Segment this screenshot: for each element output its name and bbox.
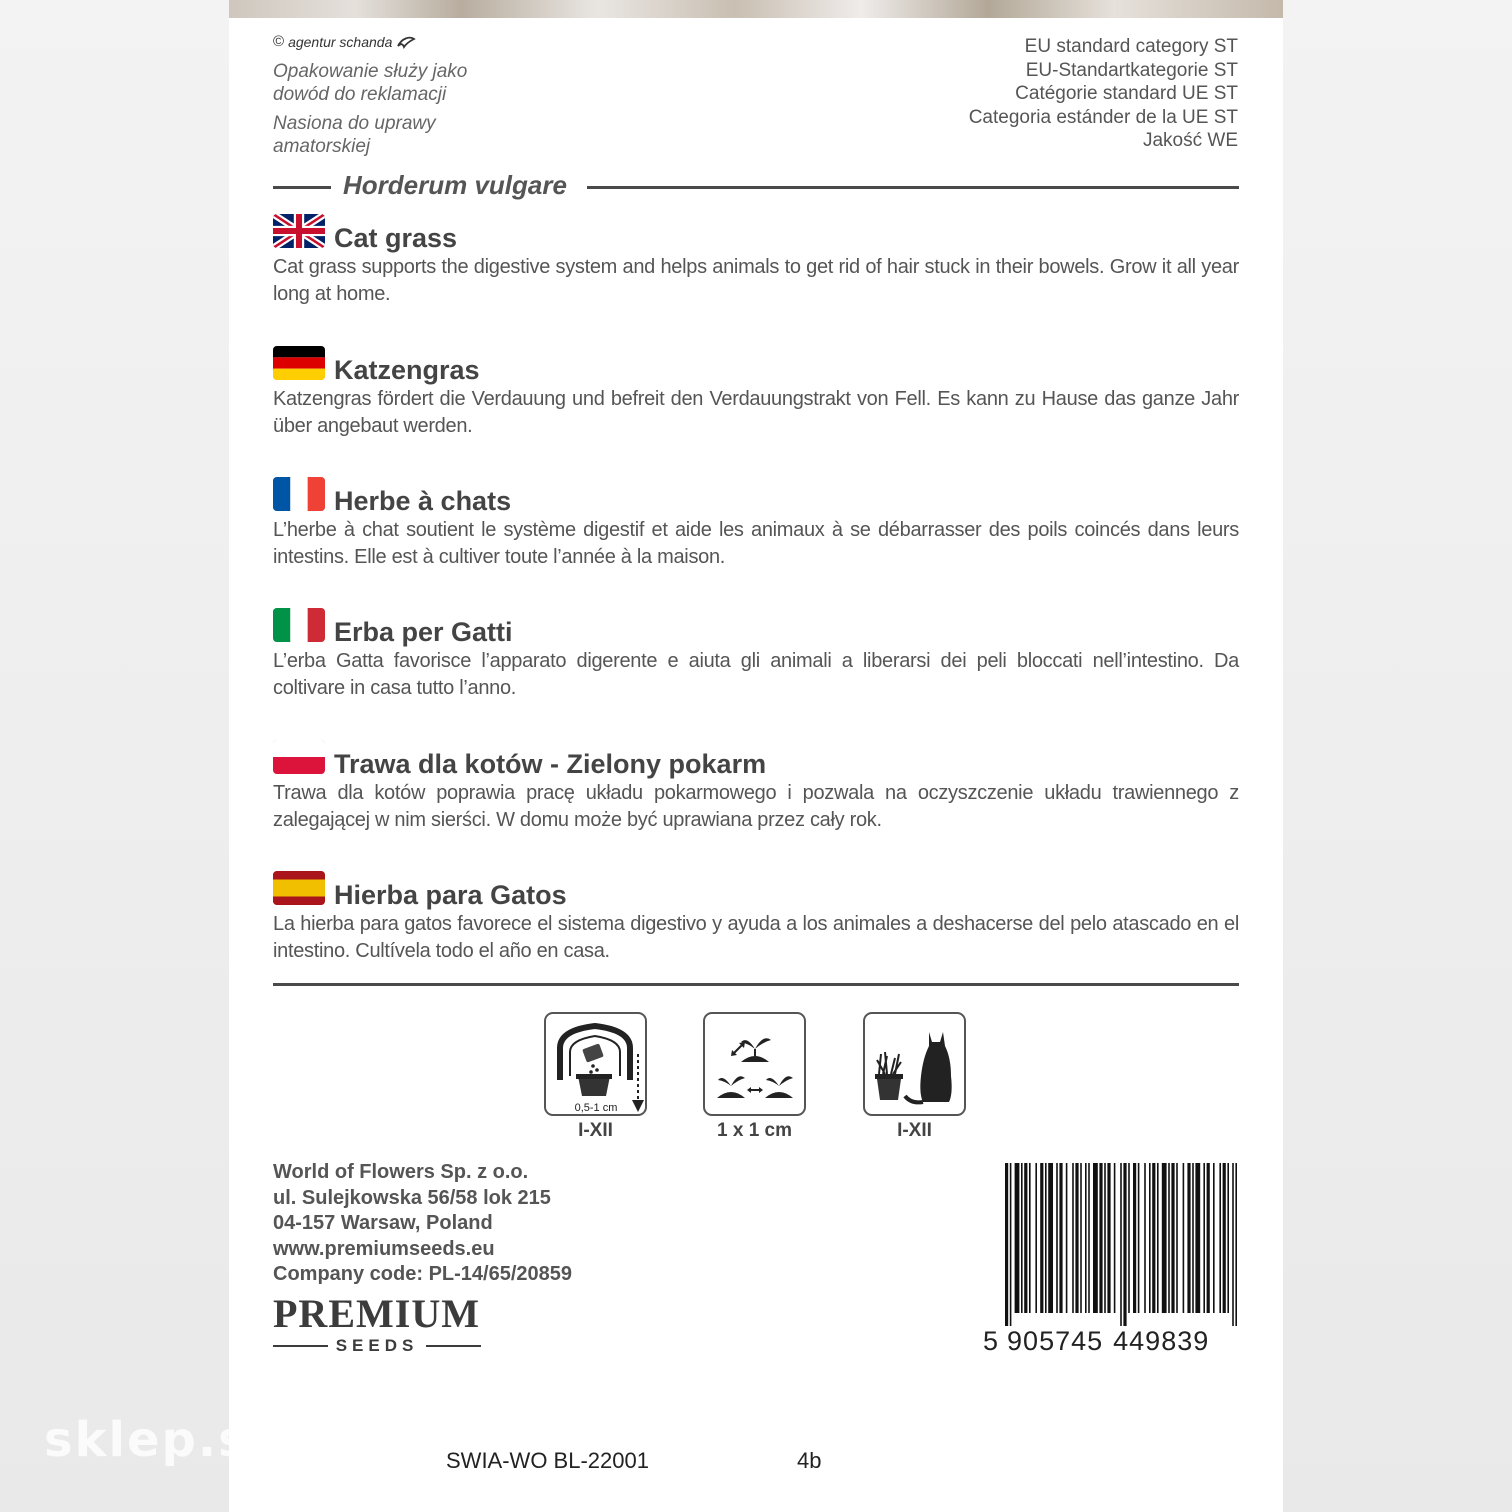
depth-text: 0,5-1 cm [574, 1102, 618, 1114]
barcode-bar [1171, 1163, 1174, 1313]
france-flag-icon [273, 477, 325, 511]
icon-label: 1 x 1 cm [717, 1120, 792, 1141]
uk-flag-icon [273, 214, 325, 248]
watermark: sklep.sw [44, 1412, 296, 1468]
company-info [273, 1160, 572, 1288]
company-city: 04-157 Warsaw, Poland [273, 1212, 493, 1234]
section-title: Katzengras [334, 355, 480, 385]
barcode-bar [1104, 1163, 1106, 1313]
barcode-first-digit: 5 [983, 1326, 1000, 1356]
barcode-bar [1128, 1163, 1130, 1313]
germany-flag-icon [273, 346, 325, 380]
barcode-bar [1219, 1163, 1221, 1313]
barcode-bar [1015, 1163, 1020, 1313]
barcode-bar [1152, 1163, 1155, 1313]
barcode-bar [1072, 1163, 1074, 1313]
logo-sub-text: SEEDS [335, 1336, 419, 1355]
eu-line: Jakość WE [1142, 130, 1238, 151]
barcode-bar [1059, 1163, 1062, 1313]
section-italian [273, 606, 1239, 702]
barcode-bar [1088, 1163, 1090, 1313]
barcode-bar [1235, 1163, 1237, 1326]
barcode-bar [1213, 1163, 1215, 1313]
barcode-bar [1048, 1163, 1053, 1313]
barcode-bar [1029, 1163, 1031, 1313]
barcode-bar [1227, 1163, 1229, 1313]
section-body: La hierba para gatos favorece el sistema digestivo y ayuda a los animales a deshacerse del pelo atascado en el intestino. Cultívela todo el año en casa. [273, 913, 1239, 962]
logo-main-text: PREMIUM [273, 1291, 480, 1336]
barcode-bar [1010, 1163, 1012, 1326]
barcode-bar [1187, 1163, 1190, 1313]
section-body: Cat grass supports the digestive system and helps animals to get rid of hair stuck in their bowels. Grow it all year long at home. [273, 256, 1239, 305]
copyright-icon: © [273, 33, 285, 50]
disclaimer-line: amatorskiej [273, 136, 371, 157]
barcode-bar [1066, 1163, 1068, 1313]
company-street: ul. Sulejkowska 56/58 lok 215 [273, 1186, 551, 1209]
section-title: Herbe à chats [334, 486, 512, 516]
photo-strip [229, 0, 1283, 18]
section-title: Hierba para Gatos [334, 880, 567, 910]
section-title: Trawa dla kotów - Zielony pokarm [334, 749, 767, 779]
barcode-bar [1093, 1163, 1098, 1313]
barcode-bar [1203, 1163, 1205, 1313]
barcode-group-1: 905745 [1007, 1326, 1104, 1356]
barcode-bar [1232, 1163, 1234, 1326]
barcode-bar [1107, 1163, 1110, 1313]
latin-name: Horderum vulgare [343, 170, 567, 200]
barcode-bar [1207, 1163, 1210, 1313]
barcode-bar [1045, 1163, 1047, 1313]
barcode-bar [1056, 1163, 1058, 1313]
section-body: Trawa dla kotów poprawia pracę układu pokarmowego i pozwala na oczyszczenie układu trawiennego z zalegającej w nim sierści. W domu może być uprawiana przez cały rok. [273, 782, 1239, 831]
section-english [273, 212, 1239, 308]
disclaimer-line: Nasiona do uprawy [273, 113, 436, 134]
barcode-bar [1035, 1163, 1037, 1313]
section-body: L’herbe à chat soutient le système digestif et aide les animaux à se débarrasser des poils coincés dans leurs intestins. Elle est à cultiver toute l’année à la maison. [273, 519, 1239, 568]
disclaimer-line: Opakowanie służy jako [273, 61, 468, 82]
barcode-bar [1021, 1163, 1023, 1313]
spain-flag-icon [273, 871, 325, 905]
eu-line: EU-Standartkategorie ST [1025, 59, 1238, 81]
barcode-bar [1162, 1163, 1167, 1313]
eu-line: Catégorie standard UE ST [1015, 83, 1238, 104]
barcode-bar [1085, 1163, 1087, 1313]
barcode-bar [1168, 1163, 1170, 1313]
barcode-bar [1080, 1163, 1082, 1313]
disclaimer-line: dowód do reklamacji [273, 84, 447, 105]
eu-line: EU standard category ST [1024, 36, 1238, 57]
print-version: 4b [797, 1448, 822, 1473]
latin-name-row [273, 170, 1239, 202]
sowing-depth-icon [544, 1012, 647, 1116]
barcode-bar [1195, 1163, 1200, 1313]
disclaimer [273, 60, 513, 158]
icon-label: I-XII [897, 1120, 932, 1141]
barcode-bar [1144, 1163, 1146, 1313]
barcode-bar [1138, 1163, 1140, 1313]
barcode-bar [1075, 1163, 1078, 1313]
spacing-icon [703, 1012, 806, 1116]
section-body: Katzengras fördert die Verdauung und befreit den Verdauungstrakt von Fell. Es kann zu Hause das ganze Jahr über angebaut werden. [273, 388, 1239, 437]
left-margin [0, 0, 229, 1512]
icon-label: I-XII [578, 1120, 613, 1141]
right-margin [1283, 0, 1512, 1512]
cat-grass-icon [863, 1012, 966, 1116]
barcode-bar [1024, 1163, 1027, 1313]
company-code: Company code: PL-14/65/20859 [273, 1263, 573, 1285]
section-title: Erba per Gatti [334, 617, 513, 647]
photo-credit [273, 33, 416, 50]
divider [426, 1345, 481, 1347]
premium-seeds-logo [273, 1292, 481, 1356]
divider [587, 186, 1239, 189]
section-german [273, 344, 1239, 440]
agency-logo-icon [396, 35, 416, 49]
company-name: World of Flowers Sp. z o.o. [273, 1161, 529, 1183]
barcode-bar [1099, 1163, 1102, 1313]
print-code: SWIA-WO BL-22001 [446, 1448, 649, 1473]
barcode-bar [1183, 1163, 1185, 1313]
credit-text: agentur schanda [288, 33, 393, 50]
barcode-bar [1114, 1163, 1116, 1313]
section-body: L’erba Gatta favorisce l’apparato digerente e aiuta gli animali a liberarsi dei peli bloccati nell’intestino. Da coltivare in casa tutto l’anno. [273, 650, 1239, 699]
barcode-group-2: 449839 [1113, 1326, 1210, 1356]
barcode-bar [1005, 1163, 1008, 1326]
barcode-bar [1157, 1163, 1159, 1313]
barcode [1005, 1163, 1239, 1326]
barcode-digits [983, 1326, 1209, 1357]
barcode-bar [1133, 1163, 1136, 1313]
barcode-bar [1192, 1163, 1194, 1313]
barcode-bar [1040, 1163, 1043, 1313]
section-title: Cat grass [334, 223, 458, 253]
divider [273, 1345, 328, 1347]
barcode-bar [1176, 1163, 1178, 1313]
eu-standard-category [969, 35, 1238, 153]
section-french [273, 475, 1239, 571]
italy-flag-icon [273, 608, 325, 642]
barcode-bar [1149, 1163, 1151, 1313]
barcode-bar [1223, 1163, 1226, 1313]
barcode-bar [1123, 1163, 1126, 1326]
section-polish [273, 738, 1239, 834]
divider [273, 983, 1239, 986]
company-website: www.premiumseeds.eu [273, 1237, 495, 1260]
poland-flag-icon [273, 740, 325, 774]
eu-line: Categoria estánder de la UE ST [968, 106, 1238, 128]
divider [273, 186, 331, 189]
barcode-bar [1120, 1163, 1122, 1326]
section-spanish [273, 869, 1239, 965]
